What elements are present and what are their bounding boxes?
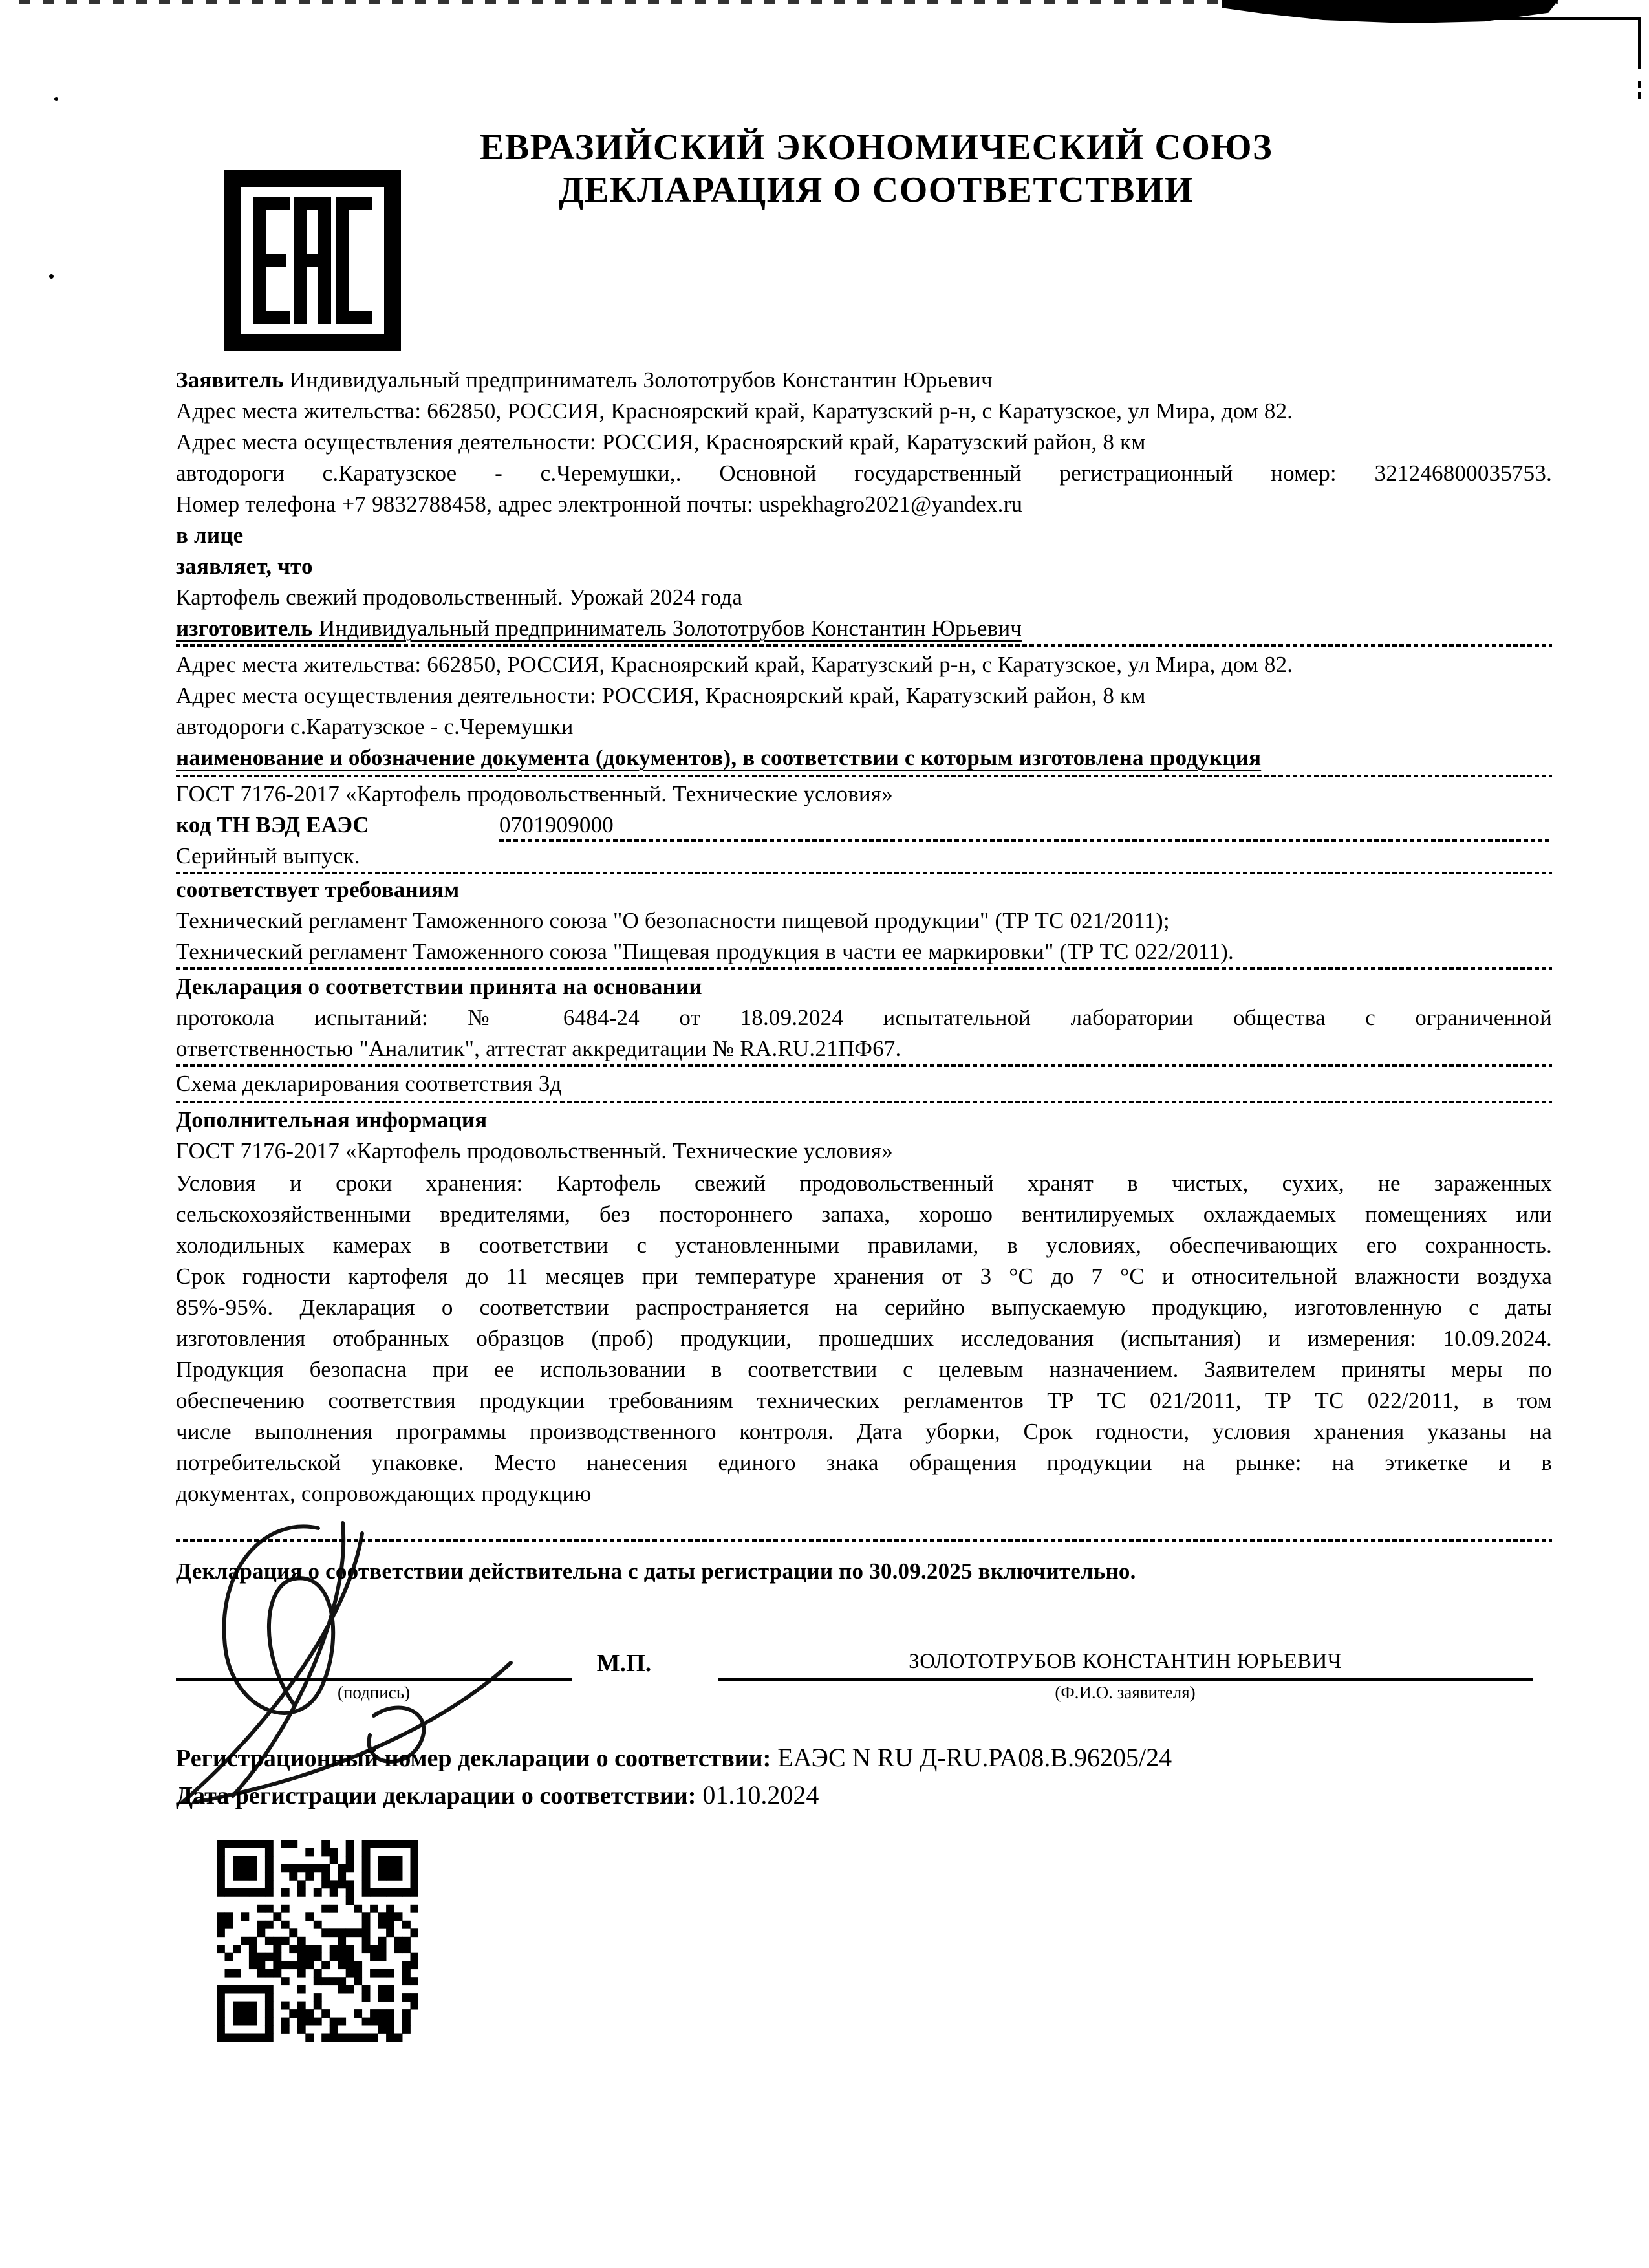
manufacturer-address-activity2: автодороги с.Каратузское - с.Черемушки <box>176 714 574 739</box>
tnved-code: 0701909000 <box>499 812 614 837</box>
additional-text-line: Продукция безопасна при ее использовании в соответствии с целевым назначением. Заявителем приняты меры по <box>176 1357 1552 1382</box>
signature-line <box>176 1678 572 1681</box>
validity-line: Декларация о соответствии действительна с даты регистрации по 30.09.2025 включительно. <box>176 1559 1136 1584</box>
dotted-rule <box>176 1064 1552 1067</box>
basis-heading: Декларация о соответствии принята на основании <box>176 974 702 999</box>
declares-label: заявляет, что <box>176 554 313 579</box>
scheme-line: Схема декларирования соответствия 3д <box>176 1071 562 1096</box>
additional-text-line: потребительской упаковке. Место нанесения единого знака обращения продукции на рынке: на этикетке и в <box>176 1450 1552 1475</box>
applicant-address-activity: Адрес места осуществления деятельности: РОССИЯ, Красноярский край, Каратузский район, 8 км <box>176 429 1146 455</box>
applicant-label: Заявитель <box>176 367 284 393</box>
basis-line1: протокола испытаний: № 6484-24 от 18.09.2024 испытательной лаборатории общества с ограниченной <box>176 1005 1552 1030</box>
scan-artifact-right-vdash <box>1638 81 1641 102</box>
serial-issue: Серийный выпуск. <box>176 843 360 869</box>
additional-text-line: 85%-95%. Декларация о соответствии распространяется на серийно выпускаемую продукцию, изготовленную с даты <box>176 1295 1552 1320</box>
additional-text-line: числе выполнения программы производственного контроля. Дата уборки, Срок годности, условия хранения указаны на <box>176 1419 1552 1444</box>
manufacturer-address-residence: Адрес места жительства: 662850, РОССИЯ, Красноярский край, Каратузский р-н, с Каратузское, ул Мира, дом 82. <box>176 652 1293 677</box>
applicant-name: Индивидуальный предприниматель Золототрубов Константин Юрьевич <box>283 367 993 393</box>
in-person-label: в лице <box>176 523 244 548</box>
additional-text-line: обеспечению соответствия продукции требованиям технических регламентов ТР ТС 021/2011, ТР ТС 022/2011, в том <box>176 1388 1552 1413</box>
eac-logo-icon <box>224 170 401 351</box>
document-title-line2: ДЕКЛАРАЦИЯ О СООТВЕТСТВИИ <box>559 170 1194 210</box>
registration-date-value: 01.10.2024 <box>696 1780 819 1809</box>
additional-text-line: изготовления отобранных образцов (проб) продукции, прошедших исследования (испытания) и измерения: 10.09.2024. <box>176 1326 1552 1351</box>
manufacturer-label: изготовитель <box>176 616 313 641</box>
additional-text-line: холодильных камерах в соответствии с установленными правилами, в условиях, обеспечивающих его сохранность. <box>176 1233 1552 1258</box>
registration-number-line <box>176 1741 1586 1775</box>
applicant-contacts: Номер телефона +7 9832788458, адрес электронной почты: uspekhagro2021@yandex.ru <box>176 491 1023 517</box>
registration-number-value: ЕАЭС N RU Д-RU.РА08.В.96205/24 <box>771 1743 1172 1772</box>
registration-date-line <box>176 1778 1586 1812</box>
manufacturer-address-activity: Адрес места осуществления деятельности: РОССИЯ, Красноярский край, Каратузский район, 8 км <box>176 683 1146 708</box>
signature-caption: (подпись) <box>337 1683 411 1702</box>
fio-caption: (Ф.И.О. заявителя) <box>1055 1683 1196 1702</box>
scan-artifact-right-vline <box>1638 19 1641 69</box>
registration-date-label: Дата регистрации декларации о соответствии: <box>176 1782 696 1809</box>
applicant-line <box>176 365 1552 396</box>
product-name: Картофель свежий продовольственный. Урожай 2024 года <box>176 585 743 610</box>
stamp-place-label: М.П. <box>596 1650 652 1677</box>
registration-number-label: Регистрационный номер декларации о соответствии: <box>176 1745 771 1772</box>
additional-text-line: Срок годности картофеля до 11 месяцев при температуре хранения от 3 °С до 7 °С и относительной влажности воздуха <box>176 1264 1552 1289</box>
basis-line2: ответственностью "Аналитик", аттестат аккредитации № RA.RU.21ПФ67. <box>176 1036 901 1061</box>
scan-speck <box>49 274 54 279</box>
compliance-heading: соответствует требованиям <box>176 877 460 902</box>
additional-text-line: сельскохозяйственными вредителями, без постороннего запаха, хорошо вентилируемых охлаждаемых помещениях или <box>176 1202 1552 1227</box>
applicant-fio: ЗОЛОТОТРУБОВ КОНСТАНТИН ЮРЬЕВИЧ <box>909 1650 1342 1673</box>
scan-artifact-top-right-line <box>1481 17 1641 20</box>
document-title-line1: ЕВРАЗИЙСКИЙ ЭКОНОМИЧЕСКИЙ СОЮЗ <box>479 127 1273 167</box>
compliance-reg1: Технический регламент Таможенного союза "О безопасности пищевой продукции" (ТР ТС 021/2011); <box>176 908 1170 933</box>
manufacturer-name: Индивидуальный предприниматель Золототрубов Константин Юрьевич <box>313 616 1022 641</box>
tnved-line <box>176 810 1552 841</box>
qr-code <box>217 1840 418 2042</box>
additional-text-line: документах, сопровождающих продукцию <box>176 1481 592 1506</box>
dotted-rule <box>176 644 1552 647</box>
additional-text-line: Условия и сроки хранения: Картофель свежий продовольственный хранят в чистых, сухих, не зараженных <box>176 1171 1552 1196</box>
compliance-reg2: Технический регламент Таможенного союза "Пищевая продукция в части ее маркировки" (ТР ТС 022/2011). <box>176 939 1234 964</box>
manufacturer-line <box>176 613 1552 644</box>
dotted-rule <box>176 967 1552 970</box>
fio-line <box>718 1678 1533 1681</box>
additional-gost: ГОСТ 7176-2017 «Картофель продовольственный. Технические условия» <box>176 1138 893 1163</box>
applicant-address-activity2: автодороги с.Каратузское - с.Черемушки,. Основной государственный регистрационный номер: 321246800035753. <box>176 460 1552 486</box>
dotted-rule <box>176 775 1552 777</box>
applicant-address-residence: Адрес места жительства: 662850, РОССИЯ, Красноярский край, Каратузский р-н, с Каратузское, ул Мира, дом 82. <box>176 398 1293 424</box>
doc-heading: наименование и обозначение документа (документов), в соответствии с которым изготовлена продукция <box>176 745 1262 770</box>
tnved-label: код ТН ВЭД ЕАЭС <box>176 812 369 837</box>
additional-heading: Дополнительная информация <box>176 1107 488 1132</box>
doc-gost: ГОСТ 7176-2017 «Картофель продовольственный. Технические условия» <box>176 781 893 806</box>
dotted-rule <box>176 1101 1552 1103</box>
scan-speck <box>54 97 58 101</box>
